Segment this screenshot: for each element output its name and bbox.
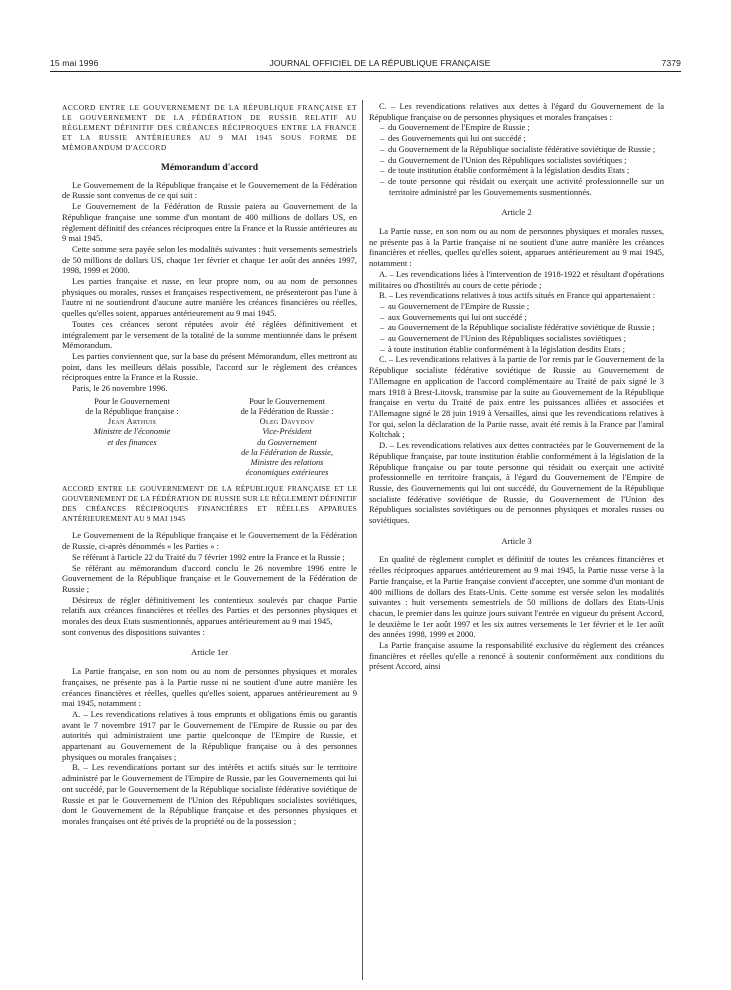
list-item: – du Gouvernement de la République socialiste fédérative soviétique de Russie ; <box>380 143 656 154</box>
signatory-name: Jean Arthuis <box>107 417 157 427</box>
article-3-para-1: En qualité de règlement complet et définitif de toutes les créances financières et réelles réciproques apparues antérieurement au 9 mai 1945, la Partie russe verse à la Partie française, et la Partie française convient d'accepter, une somme d'un montant de 400 millions de dollars des Etats-Unis. Cette somme est versée selon les modalités suivantes : huit versements semestriels de 50 millions de dollars des Etats-Unis chacun, le premier dans les quinze jours suivant l'entrée en vigueur du présent Accord, le deuxième le 1er août 1997 et les six autres versements le 1er février et le 1er août des années 1998, 1999 et 2000. <box>369 554 664 640</box>
convenus-line: sont convenus des dispositions suivantes : <box>62 626 205 637</box>
preamble-paragraph: Se référant au mémorandum d'accord conclu le 26 novembre 1996 entre le Gouvernement de la République française et le Gouvernement de la Fédération de Russie ; <box>62 562 357 594</box>
accord2-title: ACCORD ENTRE LE GOUVERNEMENT DE LA RÉPUBLIQUE FRANÇAISE ET LE GOUVERNEMENT DE LA FÉDÉRATION DE RUSSIE SUR LE RÈGLEMENT DÉFINITIF DES CRÉANCES RÉCIPROQUES FINANCIÈRES ET RÉELLES APPARUES ANTÉRIEUREMENT AU 9 MAI 1945 <box>62 484 357 524</box>
memo-paragraph: Les parties conviennent que, sur la base du présent Mémorandum, elles mettront au point, dans les meilleurs délais possible, l'accord sur le règlement des créances réciproques entre la France et la Russie. <box>62 350 357 383</box>
place-date: Paris, le 26 novembre 1996. <box>72 383 168 394</box>
preamble-paragraph: Se référant à l'article 22 du Traité du 7 février 1992 entre la France et la Russie ; <box>72 551 345 562</box>
memo-paragraph: Le Gouvernement de la Fédération de Russie paiera au Gouvernement de la République française une somme d'un montant de 400 millions de dollars US, en règlement définitif des créances réciproques entre la France et la Russie antérieures au 9 mai 1945. <box>62 201 357 244</box>
article-1-para-b: B. – Les revendications portant sur des intérêts et actifs situés sur le territoire administré par le Gouvernement de l'Empire de Russie, par les Gouvernements qui lui ont succédé, par le Gouvernement de la République socialiste fédérative soviétique de Russie et par le Gouvernement de l'Union des Républiques socialistes soviétiques, dont le Gouvernement de la République française et des personnes physiques et morales françaises ont été privés de la propriété ou de la possession ; <box>62 762 357 826</box>
list-item: – du Gouvernement de l'Union des Républiques socialistes soviétiques ; <box>380 154 627 165</box>
signatory-for-line: Pour le Gouvernement <box>249 396 325 406</box>
list-item: – au Gouvernement de l'Empire de Russie ; <box>380 300 530 311</box>
article-2-para-d: D. – Les revendications relatives aux dettes contractées par le Gouvernement de la République française, par toute institution établie conformément à la législation de la République française ou par toute personne qui résidait ou exerçait une activité professionnelle en territoire français, à l'égard du Gouvernement de l'Empire de Russie, des Gouvernements qui lui ont succédé, du Gouvernement de la République socialiste fédérative soviétique de Russie, du Gouvernement de l'Union des Républiques socialistes soviétiques ou de personnes physiques et morales russes ou soviétiques. <box>369 440 664 526</box>
list-item: – au Gouvernement de l'Union des Républiques socialistes soviétiques ; <box>380 333 627 344</box>
article-2-para-c: C. – Les revendications relatives à la partie de l'or remis par le Gouvernement de la République socialiste fédérative soviétique de Russie au Gouvernement de l'Allemagne en application de l'accord complémentaire au Traité de paix signé le 3 mars 1918 à Brest-Litovsk, transmise par la suite au Gouvernement de la République française en vertu du Traité de paix entre les puissances alliées et associées et l'Allemagne signé le 28 juin 1919 à Versailles, ainsi que les revendications relatives à l'or qui, selon la déclaration de la Partie russe, avait été remis à la France par l'amiral Koltchak ; <box>369 354 664 440</box>
article-1-intro: La Partie française, en son nom ou au nom de personnes physiques et morales françaises, ne présente pas à la Partie russe ni ne soutient d'une autre manière les créances financières et réelles, quelles qu'elles soient, apparues antérieurement au 9 mai 1945, notamment : <box>62 666 357 709</box>
column-divider <box>362 100 363 980</box>
article-3-heading: Article 3 <box>501 535 532 546</box>
signatory-title: de la Fédération de Russie, <box>241 447 333 457</box>
article-2-para-a: A. – Les revendications liées à l'intervention de 1918-1922 et résultant d'opérations militaires ou d'hostilités au cours de cette période ; <box>369 268 664 290</box>
memo-heading: Mémorandum d'accord <box>160 162 259 173</box>
signature-block <box>62 397 357 479</box>
signatory-russia <box>217 397 357 479</box>
accord1-title: ACCORD ENTRE LE GOUVERNEMENT DE LA RÉPUBLIQUE FRANÇAISE ET LE GOUVERNEMENT DE LA FÉDÉRATION DE RUSSIE RELATIF AU RÈGLEMENT DÉFINITIF DES CRÉANCES RÉCIPROQUES ENTRE LA FRANCE ET LA RUSSIE ANTÉRIEURES AU 9 MAI 1945 SOUS FORME DE MÉMORANDUM D'ACCORD <box>62 103 357 152</box>
article-2-para-b: B. – Les revendications relatives à tous actifs situés en France qui appartenaient : <box>379 290 656 301</box>
signatory-for-line: de la République française : <box>85 406 179 416</box>
signatory-for-line: de la Fédération de Russie : <box>240 406 334 416</box>
signatory-title: et des finances <box>107 437 157 447</box>
list-item: – des Gouvernements qui lui ont succédé ; <box>380 133 526 144</box>
page-number: 7379 <box>661 58 681 68</box>
list-item: – du Gouvernement de l'Empire de Russie ; <box>380 122 530 133</box>
signatory-france <box>62 397 202 479</box>
memo-paragraph: Le Gouvernement de la République française et le Gouvernement de la Fédération de Russie sont convenus de ce qui suit : <box>62 179 357 201</box>
memo-paragraph: Cette somme sera payée selon les modalités suivantes : huit versements semestriels de 50 millions de dollars US, chaque 1er février et chaque 1er août des années 1997, 1998, 1999 et 2000. <box>62 243 357 276</box>
article-1-para-c: C. – Les revendications relatives aux dettes à l'égard du Gouvernement de la République française ou de personnes physiques et morales françaises : <box>369 101 664 122</box>
preamble-paragraph: Le Gouvernement de la République française et le Gouvernement de la Fédération de Russie, ci-après dénommés « les Parties » : <box>62 530 357 552</box>
right-column <box>369 101 664 672</box>
article-2-heading: Article 2 <box>501 207 532 218</box>
header-rule <box>50 71 681 72</box>
list-item: – aux Gouvernements qui lui ont succédé ; <box>380 311 527 322</box>
signatory-title: du Gouvernement <box>257 437 317 447</box>
signatory-title: économiques extérieures <box>245 468 329 478</box>
signatory-name: Oleg Davydov <box>259 417 315 427</box>
signatory-title: Vice-Président <box>262 427 312 437</box>
article-1-para-a: A. – Les revendications relatives à tous emprunts et obligations émis ou garantis avant le 7 novembre 1917 par le Gouvernement de l'Empire de Russie ou par des autorités qui administraient une partie quelconque de l'Empire de Russie, et appartenant au Gouvernement de la République française ou à des personnes physiques ou morales françaises ; <box>62 708 357 762</box>
signatory-title: Ministre des relations <box>250 457 324 467</box>
running-head <box>50 58 681 68</box>
journal-title: JOURNAL OFFICIEL DE LA RÉPUBLIQUE FRANÇAISE <box>269 58 491 68</box>
list-item: – au Gouvernement de la République socialiste fédérative soviétique de Russie ; <box>380 322 655 333</box>
issue-date: 15 mai 1996 <box>50 58 99 68</box>
memo-paragraph: Les parties française et russe, en leur propre nom, ou au nom de personnes physiques ou morales, russes et françaises respectivement, ne présenteront pas l'une à l'autre ni ne soutiendront d'aucune autre manière les créances financières ou réelles, quelles qu'elles soient, apparues antérieurement au 9 mai 1945. <box>62 276 357 319</box>
list-item: – de toute personne qui résidait ou exerçait une activité professionnelle sur un territoire administré par les Gouvernements susmentionnés. <box>380 175 664 197</box>
signatory-title: Ministre de l'économie <box>93 427 171 437</box>
left-column <box>62 103 357 827</box>
list-item: – à toute institution établie conformément à la législation desdits Etats ; <box>380 343 625 354</box>
signatory-for-line: Pour le Gouvernement <box>94 396 170 406</box>
list-item: – de toute institution établie conformément à la législation desdits Etats ; <box>380 165 630 176</box>
article-1-heading: Article 1er <box>191 647 228 658</box>
article-3-para-2: La Partie française assume la responsabilité exclusive du règlement des créances financières et réelles qu'elle a renoncé à soutenir conformément aux conditions du présent Accord, ainsi <box>369 640 664 672</box>
preamble-paragraph: Désireux de régler définitivement les contentieux soulevés par chaque Partie relatifs aux créances financières et réelles des Parties et des personnes physiques et morales des deux Etats susmentionnés, apparues antérieurement au 9 mai 1945, <box>62 594 357 627</box>
article-2-intro: La Partie russe, en son nom ou au nom de personnes physiques et morales russes, ne présente pas à la Partie française ni ne soutient d'une autre manière les créances financières et réelles, quelles qu'elles soient, apparues antérieurement au 9 mai 1945, notamment : <box>369 226 664 269</box>
memo-paragraph: Toutes ces créances seront réputées avoir été réglées définitivement et intégralement par le versement de la totalité de la somme mentionnée dans le présent Mémorandum. <box>62 318 357 351</box>
